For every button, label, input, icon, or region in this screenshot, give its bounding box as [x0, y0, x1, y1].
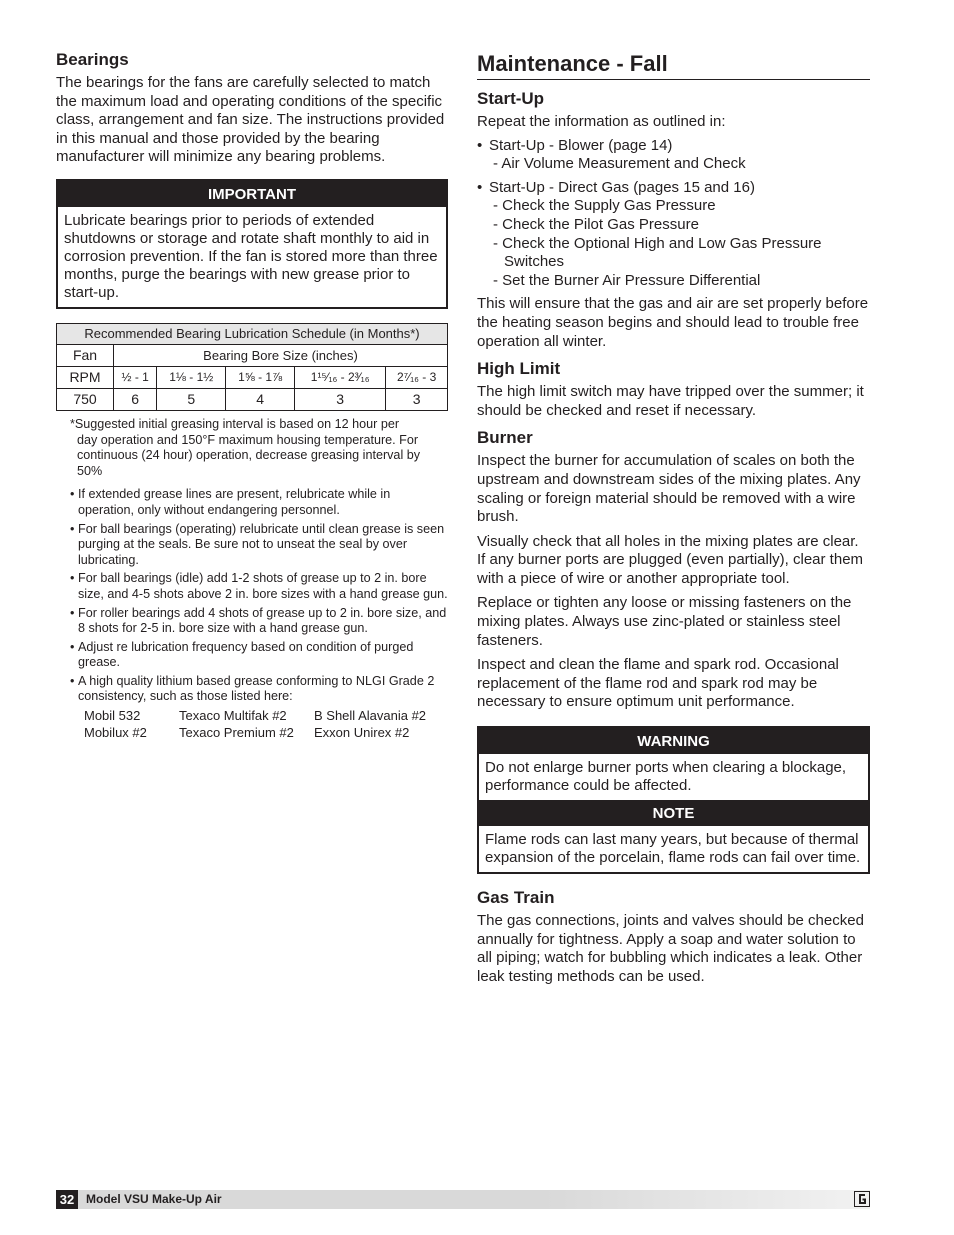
startup-sub-item: - Check the Supply Gas Pressure [493, 197, 716, 215]
interval-cell: 6 [114, 388, 157, 410]
interval-cell: 3 [386, 388, 448, 410]
burner-paragraph: Inspect and clean the flame and spark rod. Occasional replacement of the flame rod and spark rod may be necessary to ensure optimum unit performance. [477, 656, 839, 711]
high-limit-text: The high limit switch may have tripped over the summer; it should be checked and reset if necessary. [477, 383, 864, 419]
list-item: • For ball bearings (idle) add 1-2 shots of grease up to 2 in. bore size, and 4-5 shots above 2 in. bore sizes with a hand grease gun. [56, 571, 448, 602]
warning-header: WARNING [479, 728, 868, 754]
rpm-label: RPM [57, 366, 114, 388]
interval-cell: 3 [295, 388, 386, 410]
bearings-heading: Bearings [56, 50, 129, 69]
note-text: Flame rods can last many years, but because of thermal expansion of the porcelain, flame rods can fail over time. [485, 831, 861, 867]
lubrication-notes [56, 417, 448, 741]
startup-sub-item-cont: Switches [504, 253, 565, 271]
list-item: • Adjust re lubrication frequency based on condition of purged grease. [56, 640, 448, 671]
note-header: NOTE [479, 800, 868, 826]
left-column [56, 50, 448, 741]
fan-label: Fan [57, 344, 114, 366]
startup-bullet-blower: • Start-Up - Blower (page 14) [477, 137, 870, 156]
bore-size-cell: 1¹⁵⁄₁₆ - 2³⁄₁₆ [295, 366, 386, 388]
burner-paragraph: Inspect the burner for accumulation of scales on both the upstream and downstream sides of the mixing plates. Any scaling or foreign material should be removed with a wire brush. [477, 452, 861, 526]
burner-heading: Burner [477, 428, 533, 448]
important-header: IMPORTANT [58, 181, 446, 207]
startup-intro: Repeat the information as outlined in: [477, 113, 726, 130]
gas-train-heading: Gas Train [477, 888, 555, 908]
grease-list [56, 708, 448, 741]
list-item: • A high quality lithium based grease conforming to NLGI Grade 2 consistency, such as those listed here: [56, 674, 448, 705]
burner-paragraph: Visually check that all holes in the mixing plates are clear. If any burner ports are plugged (even partially), clear them with a piece of wire or another appropriate tool. [477, 532, 864, 587]
bore-size-label: Bearing Bore Size (inches) [114, 344, 448, 366]
startup-sub-item: - Check the Pilot Gas Pressure [493, 215, 699, 233]
grease-name: Exxon Unirex #2 [314, 724, 410, 740]
bearings-text: The bearings for the fans are carefully selected to match the maximum load and operating conditions of the specific class, arrangement and fan size. The instructions provided in this manual and those provided by the bearing manufacturer will minimize any bearing problems. [56, 74, 445, 166]
grease-name: Mobilux #2 [84, 724, 147, 740]
startup-bullet-gas: • Start-Up - Direct Gas (pages 15 and 16) [477, 179, 870, 198]
footnote [56, 417, 448, 479]
model-name: Model VSU Make-Up Air [86, 1192, 222, 1206]
footnote-rest: day operation and 150°F maximum housing temperature. For continuous (24 hour) operation, decrease greasing interval by 50% [77, 432, 421, 478]
warning-text: Do not enlarge burner ports when clearing a blockage, performance could be affected. [485, 759, 847, 795]
rpm-value: 750 [57, 388, 114, 410]
list-item: • If extended grease lines are present, relubricate while in operation, only without endangering personnel. [56, 487, 448, 518]
bore-size-cell: 2⁷⁄₁₆ - 3 [386, 366, 448, 388]
bore-size-cell: 1⅝ - 1⅞ [226, 366, 295, 388]
interval-cell: 5 [157, 388, 226, 410]
lubrication-schedule-table [56, 323, 448, 411]
page-footer [56, 1190, 870, 1209]
footnote-line: *Suggested initial greasing interval is based on 12 hour per [70, 416, 400, 431]
important-box [56, 179, 448, 309]
startup-summary: This will ensure that the gas and air are set properly before the heating season begins and should lead to trouble free operation all winter. [477, 295, 869, 350]
list-item: • For ball bearings (operating) relubricate until clean grease is seen purging at the seals. Be sure not to unseat the seal by over lubricating. [56, 522, 448, 569]
greenheck-logo-icon [854, 1191, 870, 1207]
bore-size-cell: ½ - 1 [114, 366, 157, 388]
bore-size-cell: 1⅛ - 1½ [157, 366, 226, 388]
table-title: Recommended Bearing Lubrication Schedule (in Months*) [57, 323, 448, 344]
interval-cell: 4 [226, 388, 295, 410]
grease-name: Texaco Premium #2 [179, 724, 294, 740]
grease-name: B Shell Alavania #2 [314, 708, 427, 724]
right-column [477, 51, 870, 996]
startup-sub-item: - Check the Optional High and Low Gas Pressure [493, 234, 822, 252]
list-item: • For roller bearings add 4 shots of grease up to 2 in. bore size, and 8 shots for 2-5 in. bore size with a hand grease gun. [56, 606, 448, 637]
startup-sub-item: - Set the Burner Air Pressure Differential [493, 271, 761, 289]
burner-paragraph: Replace or tighten any loose or missing fasteners on the mixing plates. Always use zinc-plated or stainless steel fasteners. [477, 594, 852, 649]
startup-heading: Start-Up [477, 89, 545, 108]
important-text: Lubricate bearings prior to periods of extended shutdowns or storage and rotate shaft monthly to aid in corrosion prevention. If the fan is stored more than three months, purge the bearings with new grease prior to start-up. [64, 211, 438, 301]
warning-note-box [477, 726, 870, 874]
grease-name: Texaco Multifak #2 [179, 708, 287, 724]
page-title: Maintenance - Fall [477, 51, 870, 80]
gas-train-text: The gas connections, joints and valves should be checked annually for tightness. Apply a soap and water solution to all piping; watch for bubbling which indicates a leak. Other leak testing methods can be used. [477, 912, 864, 985]
grease-name: Mobil 532 [84, 708, 141, 724]
high-limit-heading: High Limit [477, 359, 561, 379]
startup-sub-item: - Air Volume Measurement and Check [493, 155, 746, 173]
page-number: 32 [56, 1190, 78, 1209]
